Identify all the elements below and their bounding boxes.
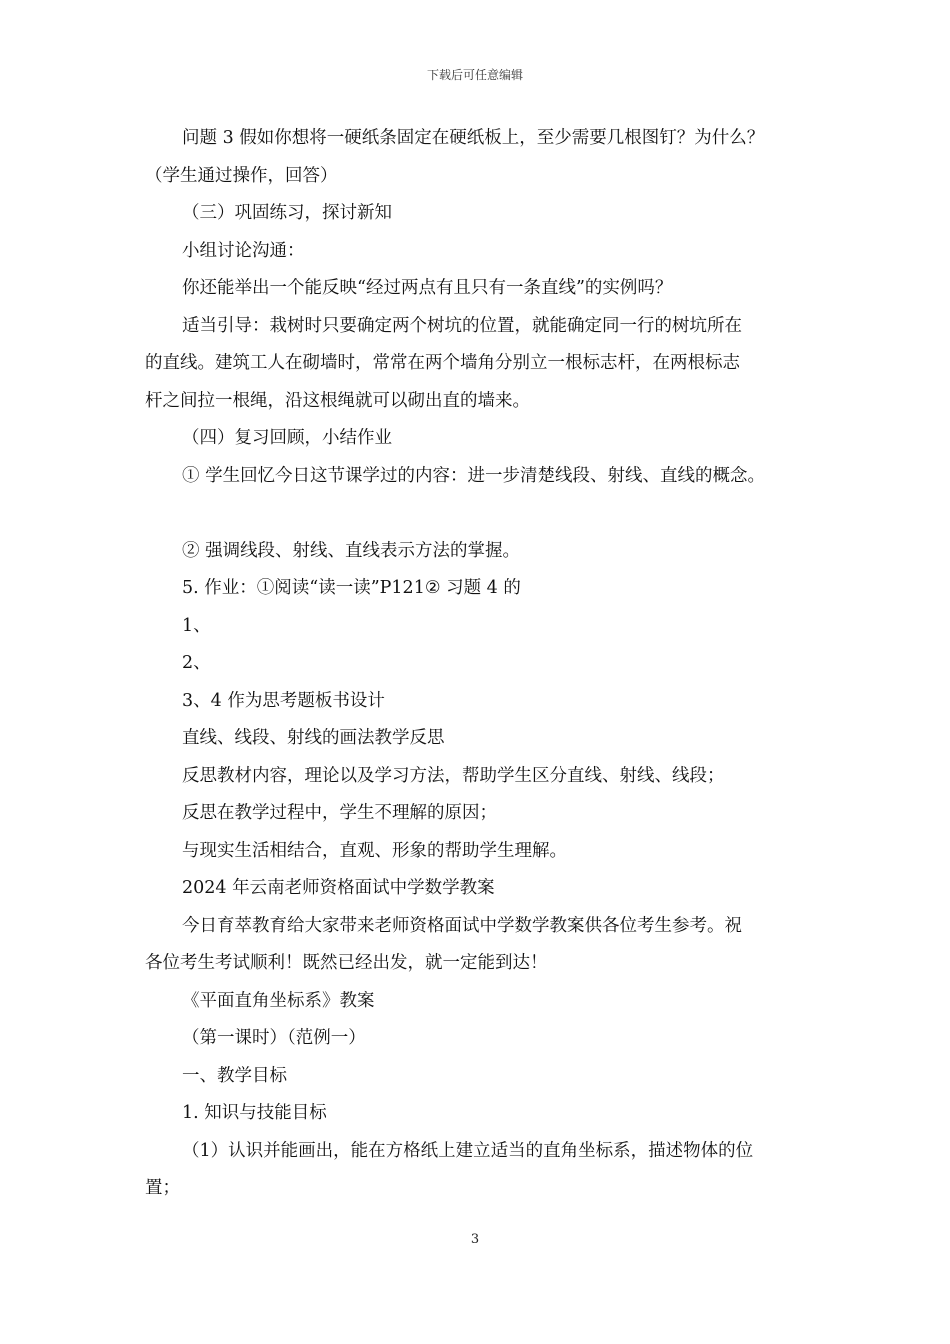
- paragraph-line: ① 学生回忆今日这节课学过的内容：进一步清楚线段、射线、直线的概念。: [182, 465, 766, 486]
- paragraph-line: 3、4 作为思考题板书设计: [182, 690, 385, 711]
- section-heading: （三）巩固练习，探讨新知: [182, 203, 392, 223]
- paragraph-line: 今日育萃教育给大家带来老师资格面试中学数学教案供各位考生参考。祝: [182, 915, 742, 936]
- paragraph-line: 反思教材内容，理论以及学习方法，帮助学生区分直线、射线、线段；: [182, 765, 725, 786]
- document-body: [145, 120, 825, 1208]
- section-heading: （四）复习回顾，小结作业: [182, 428, 392, 448]
- paragraph-line: 各位考生考试顺利！既然已经出发，就一定能到达！: [145, 953, 548, 973]
- paragraph-line: 杆之间拉一根绳，沿这根绳就可以砌出直的墙来。: [145, 390, 530, 411]
- paragraph-line: 与现实生活相结合，直观、形象的帮助学生理解。: [182, 840, 567, 861]
- paragraph-line: 适当引导：栽树时只要确定两个树坑的位置，就能确定同一行的树坑所在: [182, 315, 742, 336]
- paragraph-line: 问题 3 假如你想将一硬纸条固定在硬纸板上，至少需要几根图钉？为什么？: [182, 128, 765, 148]
- paragraph-line: 置；: [145, 1178, 180, 1198]
- paragraph-line: ② 强调线段、射线、直线表示方法的掌握。: [182, 540, 521, 561]
- paragraph-line: 你还能举出一个能反映“经过两点有且只有一条直线”的实例吗？: [182, 278, 673, 298]
- lesson-title: 《平面直角坐标系》教案: [182, 990, 375, 1011]
- section-heading: 一、教学目标: [182, 1065, 287, 1086]
- paragraph-line: 5. 作业：①阅读“读一读”P121② 习题 4 的: [182, 578, 521, 598]
- document-title: 2024 年云南老师资格面试中学数学教案: [182, 878, 495, 898]
- paragraph-line: 的直线。建筑工人在砌墙时，常常在两个墙角分别立一根标志杆，在两根标志: [145, 353, 740, 373]
- paragraph-line: 2、: [182, 653, 211, 673]
- paragraph-line: （学生通过操作，回答）: [145, 165, 338, 186]
- paragraph-line: 1、: [182, 615, 211, 636]
- paragraph-line: 小组讨论沟通：: [182, 240, 305, 261]
- page-number: 3: [470, 1232, 480, 1247]
- paragraph-line: 反思在教学过程中，学生不理解的原因；: [182, 803, 497, 823]
- section-heading: 1. 知识与技能目标: [182, 1103, 327, 1123]
- blank-line: [145, 495, 825, 533]
- page-header: 下载后可任意编辑: [426, 68, 523, 82]
- paragraph-line: 直线、线段、射线的画法教学反思: [182, 728, 445, 748]
- paragraph-line: （1）认识并能画出，能在方格纸上建立适当的直角坐标系，描述物体的位: [182, 1140, 754, 1161]
- paragraph-line: （第一课时）（范例一）: [182, 1028, 366, 1048]
